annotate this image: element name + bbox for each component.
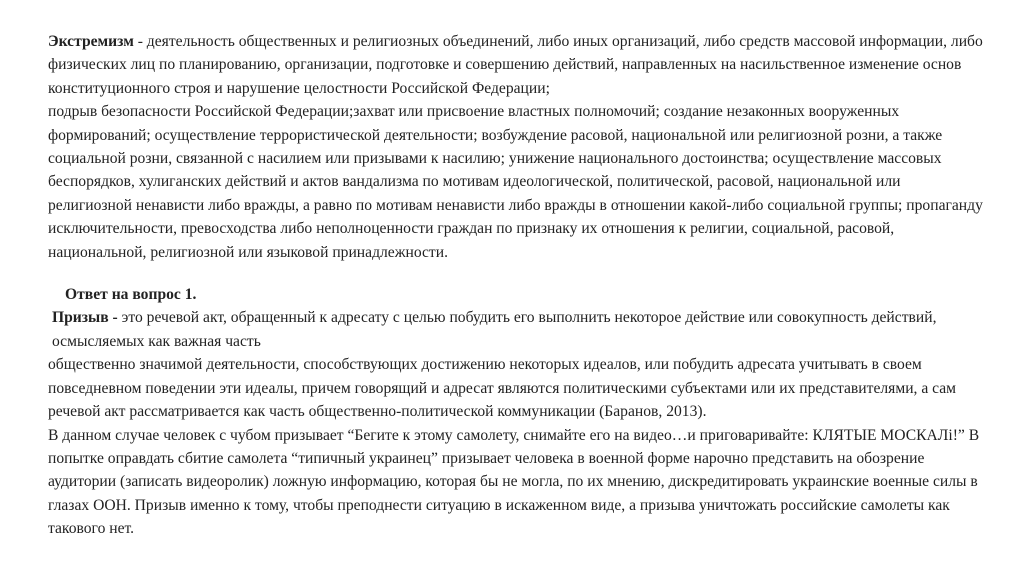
answer-paragraph-2: общественно значимой деятельности, способствующих достижению некоторых идеалов, или побудить адресата учитывать в своем повседневном поведении эти идеалы, причем говорящий и адресат являются политическими субъектами или их представителями, а сам речевой акт рассматривается как часть общественно-политической коммуникации (Баранов, 2013). xyxy=(48,356,957,421)
answer-heading: Ответ на вопрос 1. xyxy=(65,286,197,304)
definition-paragraph xyxy=(48,30,983,100)
answer-paragraph-3: В данном случае человек с чубом призывает “Бегите к этому самолету, снимайте его на видео…и приговаривайте: КЛЯТЫЕ МОСКАЛі!” В попытке оправдать сбитие самолета “типичный украинец” призывает человека в военной форме нарочно представить на обозрение аудитории (записать видеоролик) ложную информацию, которая бы не могла, по их мнению, дискредитировать украинские военные силы в глазах ООН. Призыв именно к тому, чтобы преподнести ситуацию в искаженном виде, а призыва уничтожать российские самолеты как такового нет. xyxy=(48,426,980,538)
answer-paragraph-1 xyxy=(48,306,983,353)
definition-term: Экстремизм xyxy=(48,33,134,50)
answer-term: Призыв - xyxy=(52,309,118,327)
answer-body-1: это речевой акт, обращенный к адресату с целью побудить его выполнить некоторое действие или совокупность действий, осмысляемых как важная часть xyxy=(52,309,937,350)
definition-body: - деятельность общественных и религиозных объединений, либо иных организаций, либо средств массовой информации, либо физических лиц по планированию, организации, подготовке и совершению действий, направленных на насильственное изменение основ конституционного строя и нарушение целостности Российской Федерации; xyxy=(48,33,983,97)
definition-list-paragraph: подрыв безопасности Российской Федерации;захват или присвоение властных полномочий; создание незаконных вооруженных формирований; осуществление террористической деятельности; возбуждение расовой, национальной или религиозной розни, а также социальной розни, связанной с насилием или призывами к насилию; унижение национального достоинства; осуществление массовых беспорядков, хулиганских действий и актов вандализма по мотивам идеологической, политической, расовой, национальной или религиозной ненависти либо вражды, а равно по мотивам ненависти либо вражды в отношении какой-либо социальной группы; пропаганду исключительности, превосходства либо неполноценности граждан по признаку их отношения к религии, социальной, расовой, национальной, религиозной или языковой принадлежности. xyxy=(48,103,983,261)
document-text xyxy=(48,30,983,541)
paragraph-gap xyxy=(48,264,983,283)
